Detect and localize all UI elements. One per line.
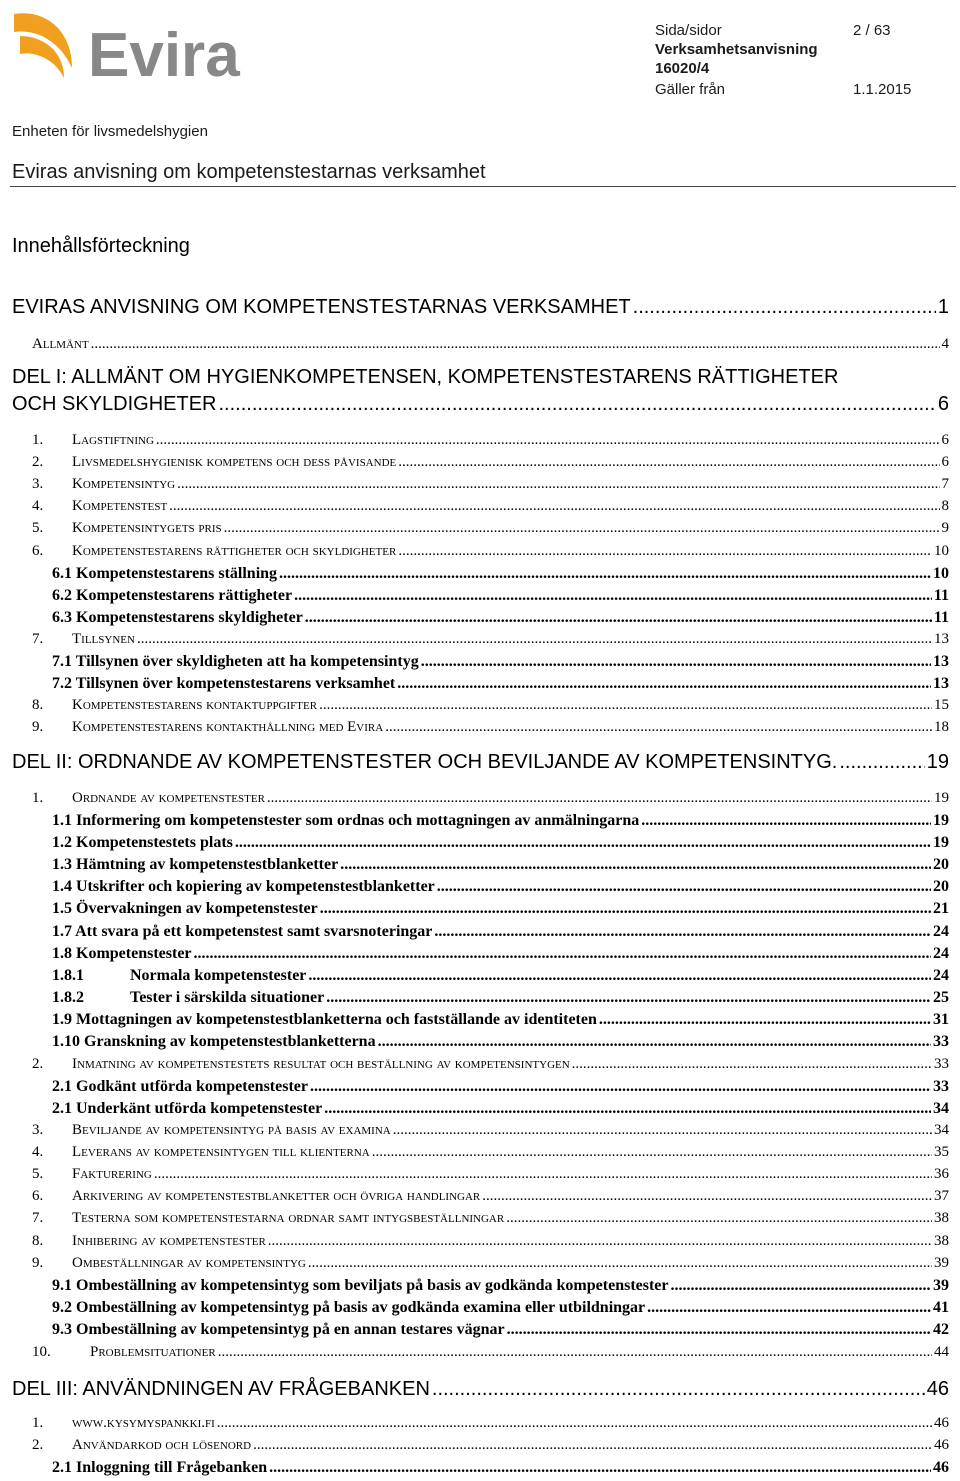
toc-entry-page: 19 xyxy=(934,790,949,806)
logo-wordmark: Evira xyxy=(88,21,240,84)
toc-entry-page: 33 xyxy=(933,1033,949,1050)
toc-entry-title xyxy=(12,751,837,774)
toc-entry-page: 6 xyxy=(941,432,949,448)
toc-entry[interactable] xyxy=(32,1056,949,1073)
toc-leader xyxy=(421,653,931,671)
toc-entry[interactable] xyxy=(52,1299,949,1317)
toc-entry-page: 19 xyxy=(933,834,949,851)
toc-entry-text: Tillsynen xyxy=(72,631,135,647)
toc-entry-page: 20 xyxy=(933,856,949,873)
toc-entry-title xyxy=(52,609,303,627)
toc-entry[interactable] xyxy=(32,1144,949,1161)
toc-leader xyxy=(224,520,940,537)
toc-entry[interactable] xyxy=(32,498,949,515)
toc-entry-page: 31 xyxy=(933,1011,949,1028)
toc-entry[interactable] xyxy=(52,923,949,941)
toc-entry-text: DEL II: ORDNANDE AV KOMPETENSTESTER OCH BEVILJANDE AV KOMPETENSINTYG. xyxy=(12,751,838,773)
toc-entry-number: 1.8.2 xyxy=(52,989,84,1006)
toc-entry-title xyxy=(32,476,175,493)
toc-entry-page: 38 xyxy=(934,1233,949,1249)
toc-entry-title xyxy=(32,498,167,515)
toc-entry-title xyxy=(32,520,222,537)
toc-leader xyxy=(279,565,931,583)
toc-entry-text: 1.5 Övervakningen av kompetenstester xyxy=(52,900,318,917)
toc-leader xyxy=(507,1321,931,1339)
toc-leader xyxy=(169,498,939,515)
toc-leader xyxy=(294,587,932,605)
toc-entry-title xyxy=(32,719,383,736)
toc-entry[interactable] xyxy=(32,454,949,471)
toc-entry-page: 15 xyxy=(934,697,949,713)
toc-entry-title xyxy=(52,1078,308,1096)
toc-entry-page: 7 xyxy=(941,476,949,492)
toc-entry-title xyxy=(32,1166,152,1183)
toc-entry-text: 1.3 Hämtning av kompetenstestblanketter xyxy=(52,856,339,873)
toc-entry-page: 42 xyxy=(933,1321,949,1338)
toc-leader xyxy=(397,675,931,693)
toc-entry[interactable] xyxy=(32,719,949,736)
toc-leader xyxy=(385,719,932,736)
toc-entry-title xyxy=(32,1415,215,1432)
toc-entry-title xyxy=(52,1321,505,1339)
toc-entry-title xyxy=(32,790,265,807)
toc-entry[interactable] xyxy=(52,1100,949,1118)
toc-entry-page: 18 xyxy=(934,719,949,735)
toc-entry-title xyxy=(32,1344,216,1361)
toc-entry[interactable] xyxy=(52,989,949,1007)
toc-leader xyxy=(324,1100,931,1118)
toc-entry[interactable] xyxy=(52,1011,949,1029)
toc-leader xyxy=(218,1344,932,1361)
toc-entry-page: 24 xyxy=(933,945,949,962)
toc-entry-number: 2. xyxy=(32,1056,44,1072)
toc-leader xyxy=(671,1277,932,1295)
toc-entry[interactable] xyxy=(52,900,949,918)
toc-leader xyxy=(217,1415,932,1432)
toc-entry-text: 7.1 Tillsynen över skyldigheten att ha kompetensintyg xyxy=(52,653,419,670)
toc-leader xyxy=(432,1378,925,1401)
toc-entry-title xyxy=(52,967,306,985)
toc-entry-text: Kompetenstestarens rättigheter och skyldigheter xyxy=(72,543,397,559)
toc-entry-title xyxy=(32,1210,504,1227)
toc-entry-title xyxy=(52,1277,669,1295)
toc-entry-number: 2. xyxy=(32,454,44,470)
toc-entry[interactable] xyxy=(52,945,949,963)
toc-leader xyxy=(194,945,931,963)
toc-entry-page: 11 xyxy=(933,609,949,626)
toc-leader xyxy=(641,812,931,830)
toc-entry-text: Kompetenstestarens kontakthållning med Evira xyxy=(72,719,384,735)
toc-entry[interactable] xyxy=(52,812,949,830)
toc-leader xyxy=(269,1459,931,1477)
toc-entry[interactable] xyxy=(52,1033,949,1051)
toc-entry[interactable] xyxy=(52,1277,949,1295)
toc-entry[interactable] xyxy=(52,653,949,671)
toc-leader xyxy=(398,454,939,471)
toc-entry-title xyxy=(32,1144,370,1161)
toc-entry[interactable] xyxy=(52,675,949,693)
toc-entry-text: 2.1 Inloggning till Frågebanken xyxy=(52,1459,268,1476)
pages-label: Sida/sidor xyxy=(655,22,722,39)
doc-number: 16020/4 xyxy=(655,60,710,77)
toc-entry-number: 9. xyxy=(32,719,44,735)
evira-logo-mark xyxy=(10,6,260,84)
toc-entry-title xyxy=(32,1233,266,1250)
toc-leader xyxy=(599,1011,931,1029)
toc-entry-page: 33 xyxy=(934,1056,949,1072)
toc-entry-number: 4. xyxy=(32,498,44,514)
toc-leader xyxy=(156,432,940,449)
toc-entry-text: Arkivering av kompetenstestblanketter och övriga handlingar xyxy=(72,1188,481,1204)
toc-entry-text: Leverans av kompetensintygen till klienterna xyxy=(72,1144,370,1160)
toc-leader xyxy=(434,923,931,941)
toc-entry-title xyxy=(52,587,292,605)
toc-entry-text: Kompetensintyg xyxy=(72,476,176,492)
toc-entry-page: 34 xyxy=(934,1122,949,1138)
toc-part1-line1: DEL I: ALLMÄNT OM HYGIENKOMPETENSEN, KOMPETENSTESTARENS RÄTTIGHETER xyxy=(12,366,839,388)
toc-entry-page: 35 xyxy=(934,1144,949,1160)
toc-entry-text: 1.4 Utskrifter och kopiering av kompetenstestblanketter xyxy=(52,878,435,895)
toc-entry-text: Kompetensintygets pris xyxy=(72,520,222,536)
document-title: Eviras anvisning om kompetenstestarnas verksamhet xyxy=(12,161,486,183)
toc-entry-page: 37 xyxy=(934,1188,949,1204)
toc-leader xyxy=(177,476,939,493)
toc-leader xyxy=(253,1437,932,1454)
toc-entry[interactable] xyxy=(52,1321,949,1339)
toc-entry-title xyxy=(32,454,396,471)
toc-entry-page: 19 xyxy=(926,751,949,773)
toc-entry-title xyxy=(52,834,233,852)
toc-leader xyxy=(340,856,931,874)
toc-entry-text: Livsmedelshygienisk kompetens och dess påvisande xyxy=(72,454,397,470)
toc-entry-title xyxy=(52,1459,267,1477)
toc-entry-page: 6 xyxy=(941,454,949,470)
toc-leader xyxy=(326,989,931,1007)
toc-entry-title xyxy=(52,812,639,830)
toc-entry-text: 9.3 Ombeställning av kompetensintyg på en annan testares vägnar xyxy=(52,1321,505,1338)
toc-entry-title xyxy=(12,1378,430,1401)
toc-entry-title xyxy=(32,1188,480,1205)
toc-entry-text: 1.2 Kompetenstestets plats xyxy=(52,834,233,851)
toc-entry-text: 1.1 Informering om kompetenstester som ordnas och mottagningen av anmälningarna xyxy=(52,812,640,829)
toc-entry-number: 7. xyxy=(32,631,44,647)
toc-entry-number: 3. xyxy=(32,1122,44,1138)
toc-leader xyxy=(482,1188,932,1205)
toc-entry-number: 5. xyxy=(32,520,44,536)
toc-leader xyxy=(437,878,931,896)
toc-entry-text: 6.3 Kompetenstestarens skyldigheter xyxy=(52,609,303,626)
toc-entry-text: 7.2 Tillsynen över kompetenstestarens verksamhet xyxy=(52,675,396,692)
toc-entry-page: 39 xyxy=(934,1255,949,1271)
toc-entry-text: 2.1 Godkänt utförda kompetenstester xyxy=(52,1078,308,1095)
toc-entry-title xyxy=(52,1299,645,1317)
toc-heading: Innehållsförteckning xyxy=(12,235,190,257)
toc-entry-text: 1.7 Att svara på ett kompetenstest samt svarsnoteringar xyxy=(52,923,433,940)
toc-entry-text: DEL III: ANVÄNDNINGEN AV FRÅGEBANKEN xyxy=(12,1378,430,1400)
toc-leader xyxy=(267,790,932,807)
toc-entry-text: 1.10 Granskning av kompetenstestblanketterna xyxy=(52,1033,376,1050)
toc-entry[interactable] xyxy=(32,336,949,353)
toc-leader xyxy=(308,1255,932,1272)
toc-entry[interactable] xyxy=(32,697,949,714)
toc-leader xyxy=(235,834,931,852)
toc-entry[interactable] xyxy=(32,790,949,807)
toc-entry[interactable] xyxy=(32,1122,949,1139)
toc-entry-number: 8. xyxy=(32,1233,44,1249)
toc-entry-text: Ombeställningar av kompetensintyg xyxy=(72,1255,306,1271)
toc-entry-title xyxy=(52,856,338,874)
toc-entry-number: 8. xyxy=(32,697,44,713)
toc-entry-text: Fakturering xyxy=(72,1166,152,1182)
toc-entry-text: Inmatning av kompetenstestets resultat och beställning av kompetensintygen xyxy=(72,1056,570,1072)
toc-part1-text: OCH SKYLDIGHETER xyxy=(12,393,217,415)
toc-entry-text: Allmänt xyxy=(32,336,89,352)
toc-entry-title xyxy=(52,1033,376,1051)
toc-leader xyxy=(398,543,932,560)
toc-entry[interactable] xyxy=(32,432,949,449)
valid-value: 1.1.2015 xyxy=(853,81,912,98)
toc-entry-text: 1.8 Kompetenstester xyxy=(52,945,192,962)
toc-entry-page: 21 xyxy=(933,900,949,917)
toc-entry-page: 20 xyxy=(933,878,949,895)
toc-leader xyxy=(305,609,932,627)
toc-entry-page: 33 xyxy=(933,1078,949,1095)
toc-entry-title xyxy=(52,945,192,963)
toc-leader xyxy=(218,393,935,416)
toc-entry[interactable] xyxy=(12,751,949,774)
toc-entry-text: 9.1 Ombeställning av kompetensintyg som beviljats på basis av godkända kompetenstester xyxy=(52,1277,669,1294)
toc-entry-page: 13 xyxy=(934,631,949,647)
toc-part1-line2[interactable] xyxy=(12,393,949,416)
toc-entry-text: Beviljande av kompetensintyg på basis av examina xyxy=(72,1122,391,1138)
toc-entry-text: Tester i särskilda situationer xyxy=(130,989,325,1006)
toc-entry-text: Användarkod och lösenord xyxy=(72,1437,252,1453)
toc-entry[interactable] xyxy=(32,1166,949,1183)
toc-entry-text: Kompetenstestarens kontaktuppgifter xyxy=(72,697,318,713)
toc-entry[interactable] xyxy=(32,543,949,560)
toc-entry[interactable] xyxy=(32,631,949,648)
toc-entry[interactable] xyxy=(32,476,949,493)
toc-entry-number: 10. xyxy=(32,1344,51,1360)
toc-entry-page: 13 xyxy=(933,675,949,692)
toc-entry-title xyxy=(52,900,318,918)
toc-entry-page: 34 xyxy=(933,1100,949,1117)
toc-leader xyxy=(647,1299,931,1317)
toc-entry[interactable] xyxy=(32,520,949,537)
toc-entry-text: Ordnande av kompetenstester xyxy=(72,790,265,806)
toc-entry[interactable] xyxy=(32,1437,949,1454)
toc-entry-page: 19 xyxy=(933,812,949,829)
toc-entry[interactable] xyxy=(32,1255,949,1272)
toc-entry-number: 9. xyxy=(32,1255,44,1271)
toc-entry-number: 5. xyxy=(32,1166,44,1182)
toc-entry-page: 46 xyxy=(934,1415,949,1431)
toc-leader xyxy=(320,900,931,918)
toc-entry[interactable] xyxy=(52,878,949,896)
toc-entry-text: 6.1 Kompetenstestarens ställning xyxy=(52,565,278,582)
toc-entry-number: 1. xyxy=(32,1415,44,1431)
toc-leader xyxy=(372,1144,932,1161)
toc-leader xyxy=(154,1166,932,1183)
toc-entry[interactable] xyxy=(32,1210,949,1227)
toc-entry-text: Normala kompetenstester xyxy=(130,967,307,984)
toc-leader xyxy=(506,1210,932,1227)
pages-value: 2 / 63 xyxy=(853,22,891,39)
toc-entry-page: 44 xyxy=(934,1344,949,1360)
toc-leader xyxy=(310,1078,931,1096)
toc-entry-number: 1. xyxy=(32,790,44,806)
toc-entry-title xyxy=(52,878,435,896)
toc-entry-title xyxy=(52,923,432,941)
toc-leader xyxy=(319,697,932,714)
evira-logo xyxy=(10,6,260,84)
toc-entry-text: 1.9 Mottagningen av kompetenstestblanketterna och fastställande av identiteten xyxy=(52,1011,597,1028)
unit-name: Enheten för livsmedelshygien xyxy=(12,123,208,140)
toc-entry-title xyxy=(32,1255,306,1272)
toc-entry-text: www.kysymyspankki.fi xyxy=(72,1415,215,1431)
toc-entry-text: 6.2 Kompetenstestarens rättigheter xyxy=(52,587,293,604)
toc-entry-page: 13 xyxy=(933,653,949,670)
toc-entry-number: 6. xyxy=(32,1188,44,1204)
toc-entry[interactable] xyxy=(32,1188,949,1205)
toc-entry[interactable] xyxy=(32,1344,949,1361)
header-divider xyxy=(10,186,956,187)
toc-entry[interactable] xyxy=(52,1078,949,1096)
toc-entry-title xyxy=(32,697,317,714)
toc-entry[interactable] xyxy=(52,834,949,852)
toc-entry-text: Problemsituationer xyxy=(90,1344,216,1360)
toc-entry[interactable] xyxy=(12,1378,949,1401)
toc-entry-page: 10 xyxy=(934,543,949,559)
toc-entry-page: 4 xyxy=(941,336,949,352)
toc-entry-number: 3. xyxy=(32,476,44,492)
toc-leader xyxy=(268,1233,932,1250)
toc-entry[interactable] xyxy=(52,587,949,605)
toc-entry-title xyxy=(32,432,154,449)
toc-entry-title xyxy=(32,631,135,648)
toc-entry-page: 46 xyxy=(926,1378,949,1400)
toc-entry-number: 4. xyxy=(32,1144,44,1160)
toc-leader xyxy=(393,1122,932,1139)
toc-entry-number: 2. xyxy=(32,1437,44,1453)
toc-entry-text: 2.1 Underkänt utförda kompetenstester xyxy=(52,1100,323,1117)
toc-leader xyxy=(839,751,924,774)
toc-entry-text: Inhibering av kompetenstester xyxy=(72,1233,266,1249)
toc-entry-page: 11 xyxy=(933,587,949,604)
toc-entry-page: 10 xyxy=(933,565,949,582)
toc-entry-text: Kompetenstest xyxy=(72,498,168,514)
toc-leader xyxy=(572,1056,932,1073)
toc-entry-title xyxy=(52,989,324,1007)
toc-entry-page: 24 xyxy=(933,967,949,984)
toc-entry[interactable] xyxy=(12,296,949,319)
toc-entry-title xyxy=(12,296,631,319)
toc-entry[interactable] xyxy=(52,1459,949,1477)
toc-entry-page: 41 xyxy=(933,1299,949,1316)
toc-entry[interactable] xyxy=(32,1233,949,1250)
toc-entry-page: 39 xyxy=(933,1277,949,1294)
toc-entry[interactable] xyxy=(32,1415,949,1432)
toc-entry-page: 24 xyxy=(933,923,949,940)
toc-entry-title xyxy=(32,1122,391,1139)
toc-entry-number: 1. xyxy=(32,432,44,448)
toc-entry-text: EVIRAS ANVISNING OM KOMPETENSTESTARNAS VERKSAMHET xyxy=(12,296,631,318)
toc-entry-title xyxy=(32,1437,251,1454)
toc-entry-page: 38 xyxy=(934,1210,949,1226)
toc-entry-title xyxy=(32,336,89,353)
toc-entry-text: Testerna som kompetenstestarna ordnar samt intygsbeställningar xyxy=(72,1210,505,1226)
toc-entry-number: 7. xyxy=(32,1210,44,1226)
toc-entry-title xyxy=(52,1011,597,1029)
toc-entry-page: 25 xyxy=(933,989,949,1006)
toc-leader xyxy=(378,1033,931,1051)
toc-entry-title xyxy=(32,543,396,560)
toc-leader xyxy=(91,336,940,353)
toc-entry-page: 36 xyxy=(934,1166,949,1182)
toc-entry[interactable] xyxy=(52,967,949,985)
doc-type: Verksamhetsanvisning xyxy=(655,41,818,58)
toc-entry-title xyxy=(32,1056,570,1073)
toc-entry-title xyxy=(52,675,395,693)
toc-entry[interactable] xyxy=(52,856,949,874)
toc-entry-page: 9 xyxy=(941,520,949,536)
toc-entry-title xyxy=(52,653,419,671)
toc-entry-title xyxy=(52,1100,322,1118)
toc-leader xyxy=(633,296,936,319)
toc-entry[interactable] xyxy=(52,565,949,583)
toc-entry-page: 1 xyxy=(937,296,949,318)
toc-entry-text: Lagstiftning xyxy=(72,432,154,448)
toc-entry-text: 9.2 Ombeställning av kompetensintyg på basis av godkända examina eller utbildningar xyxy=(52,1299,646,1316)
toc-entry-page: 8 xyxy=(941,498,949,514)
toc-entry-number: 6. xyxy=(32,543,44,559)
toc-part1-page: 6 xyxy=(937,393,949,415)
toc-entry-title xyxy=(52,565,277,583)
toc-leader xyxy=(137,631,932,648)
toc-entry-number: 1.8.1 xyxy=(52,967,84,984)
valid-label: Gäller från xyxy=(655,81,726,98)
toc-entry[interactable] xyxy=(52,609,949,627)
toc-entry-page: 46 xyxy=(934,1437,949,1453)
toc-leader xyxy=(308,967,931,985)
toc-entry-page: 46 xyxy=(933,1459,949,1476)
